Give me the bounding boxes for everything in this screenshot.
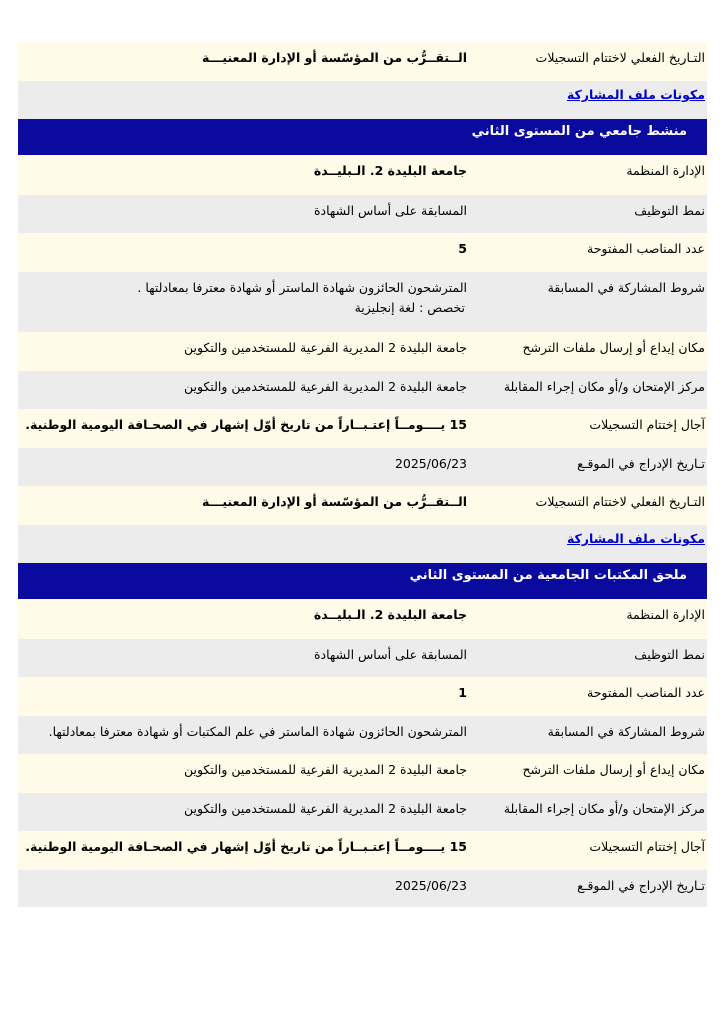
row-label: تـاريخ الإدراج في الموقـع (577, 878, 705, 893)
row-label: الإدارة المنظمة (626, 607, 705, 622)
table-row (18, 599, 707, 639)
row-value-line: المترشحون الحائزون شهادة الماستر أو شهادة معترفا بمعادلتها . (137, 280, 467, 295)
row-value: المترشحون الحائزون شهادة الماستر في علم المكتبات أو شهادة معترفا بمعادلتها. (48, 724, 467, 739)
row-value: جامعة البليدة 2 المديرية الفرعية للمستخدمين والتكوين (183, 379, 467, 394)
row-value: جامعة البليدة 2. الـبليــدة (313, 607, 467, 622)
row-label: شروط المشاركة في المسابقة (547, 724, 705, 739)
section-title: منشط جامعي من المستوى الثاني (471, 124, 687, 139)
row-label: آجال إختتام التسجيلات (589, 839, 705, 854)
row-label: مركز الإمتحان و/أو مكان إجراء المقابلة (503, 379, 705, 394)
row-value: جامعة البليدة 2 المديرية الفرعية للمستخدمين والتكوين (183, 762, 467, 777)
row-value: 2025/06/23 (394, 878, 467, 893)
row-label: التـاريخ الفعلي لاختتام التسجيلات (535, 50, 705, 65)
row-label: آجال إختتام التسجيلات (589, 417, 705, 432)
table-row (18, 448, 707, 486)
table-row (18, 195, 707, 233)
row-value: المسابقة على أساس الشهادة (313, 203, 467, 218)
section-title: ملحق المكتبات الجامعية من المستوى الثاني (409, 568, 687, 583)
row-label: عدد المناصب المفتوحة (587, 241, 705, 256)
table-row (18, 716, 707, 754)
row-value: جامعة البليدة 2. الـبليــدة (313, 163, 467, 178)
row-label: نمط التوظيف (634, 203, 705, 218)
row-value: المسابقة على أساس الشهادة (313, 647, 467, 662)
row-value: الــتقــرُّب من المؤسّسة أو الإدارة المعنيـــة (202, 50, 467, 65)
table-row (18, 639, 707, 677)
participation-file-components-link[interactable]: مكونات ملف المشاركة (566, 531, 705, 546)
row-value: 1 (458, 685, 467, 700)
components-link-row (18, 81, 707, 119)
job-listing-page (18, 42, 707, 907)
row-value: جامعة البليدة 2 المديرية الفرعية للمستخدمين والتكوين (183, 340, 467, 355)
table-row (18, 870, 707, 907)
row-value: الــتقــرُّب من المؤسّسة أو الإدارة المعنيـــة (202, 494, 467, 509)
table-row (18, 486, 707, 525)
components-link-row (18, 525, 707, 563)
row-value: جامعة البليدة 2 المديرية الفرعية للمستخدمين والتكوين (183, 801, 467, 816)
row-label: الإدارة المنظمة (626, 163, 705, 178)
table-row (18, 831, 707, 870)
row-label: تـاريخ الإدراج في الموقـع (577, 456, 705, 471)
row-value: 2025/06/23 (394, 456, 467, 471)
table-row (18, 409, 707, 448)
actual-closing-date-row (18, 42, 707, 81)
row-label: عدد المناصب المفتوحة (587, 685, 705, 700)
row-value: 5 (458, 241, 467, 256)
row-value: 15 يــــومــاً إعتـبــاراً من تاريخ أوّل إشهار في الصحـافة اليومية الوطنية. (25, 417, 467, 432)
row-value (18, 272, 471, 332)
table-row (18, 371, 707, 409)
row-label: مكان إيداع أو إرسال ملفات الترشح (522, 762, 705, 777)
table-row (18, 233, 707, 272)
table-row (18, 793, 707, 831)
table-row (18, 272, 707, 332)
row-label: شروط المشاركة في المسابقة (547, 280, 705, 295)
table-row (18, 754, 707, 793)
row-label: نمط التوظيف (634, 647, 705, 662)
row-label: مركز الإمتحان و/أو مكان إجراء المقابلة (503, 801, 705, 816)
table-row (18, 332, 707, 371)
row-value-line: تخصص : لغة إنجليزية (354, 300, 465, 315)
row-value: 15 يــــومــاً إعتـبــاراً من تاريخ أوّل إشهار في الصحـافة اليومية الوطنية. (25, 839, 467, 854)
row-label: التـاريخ الفعلي لاختتام التسجيلات (535, 494, 705, 509)
section-title-bar (18, 563, 707, 599)
table-row (18, 677, 707, 716)
section-title-bar (18, 119, 707, 155)
participation-file-components-link[interactable]: مكونات ملف المشاركة (566, 87, 705, 102)
row-label: مكان إيداع أو إرسال ملفات الترشح (522, 340, 705, 355)
table-row (18, 155, 707, 195)
